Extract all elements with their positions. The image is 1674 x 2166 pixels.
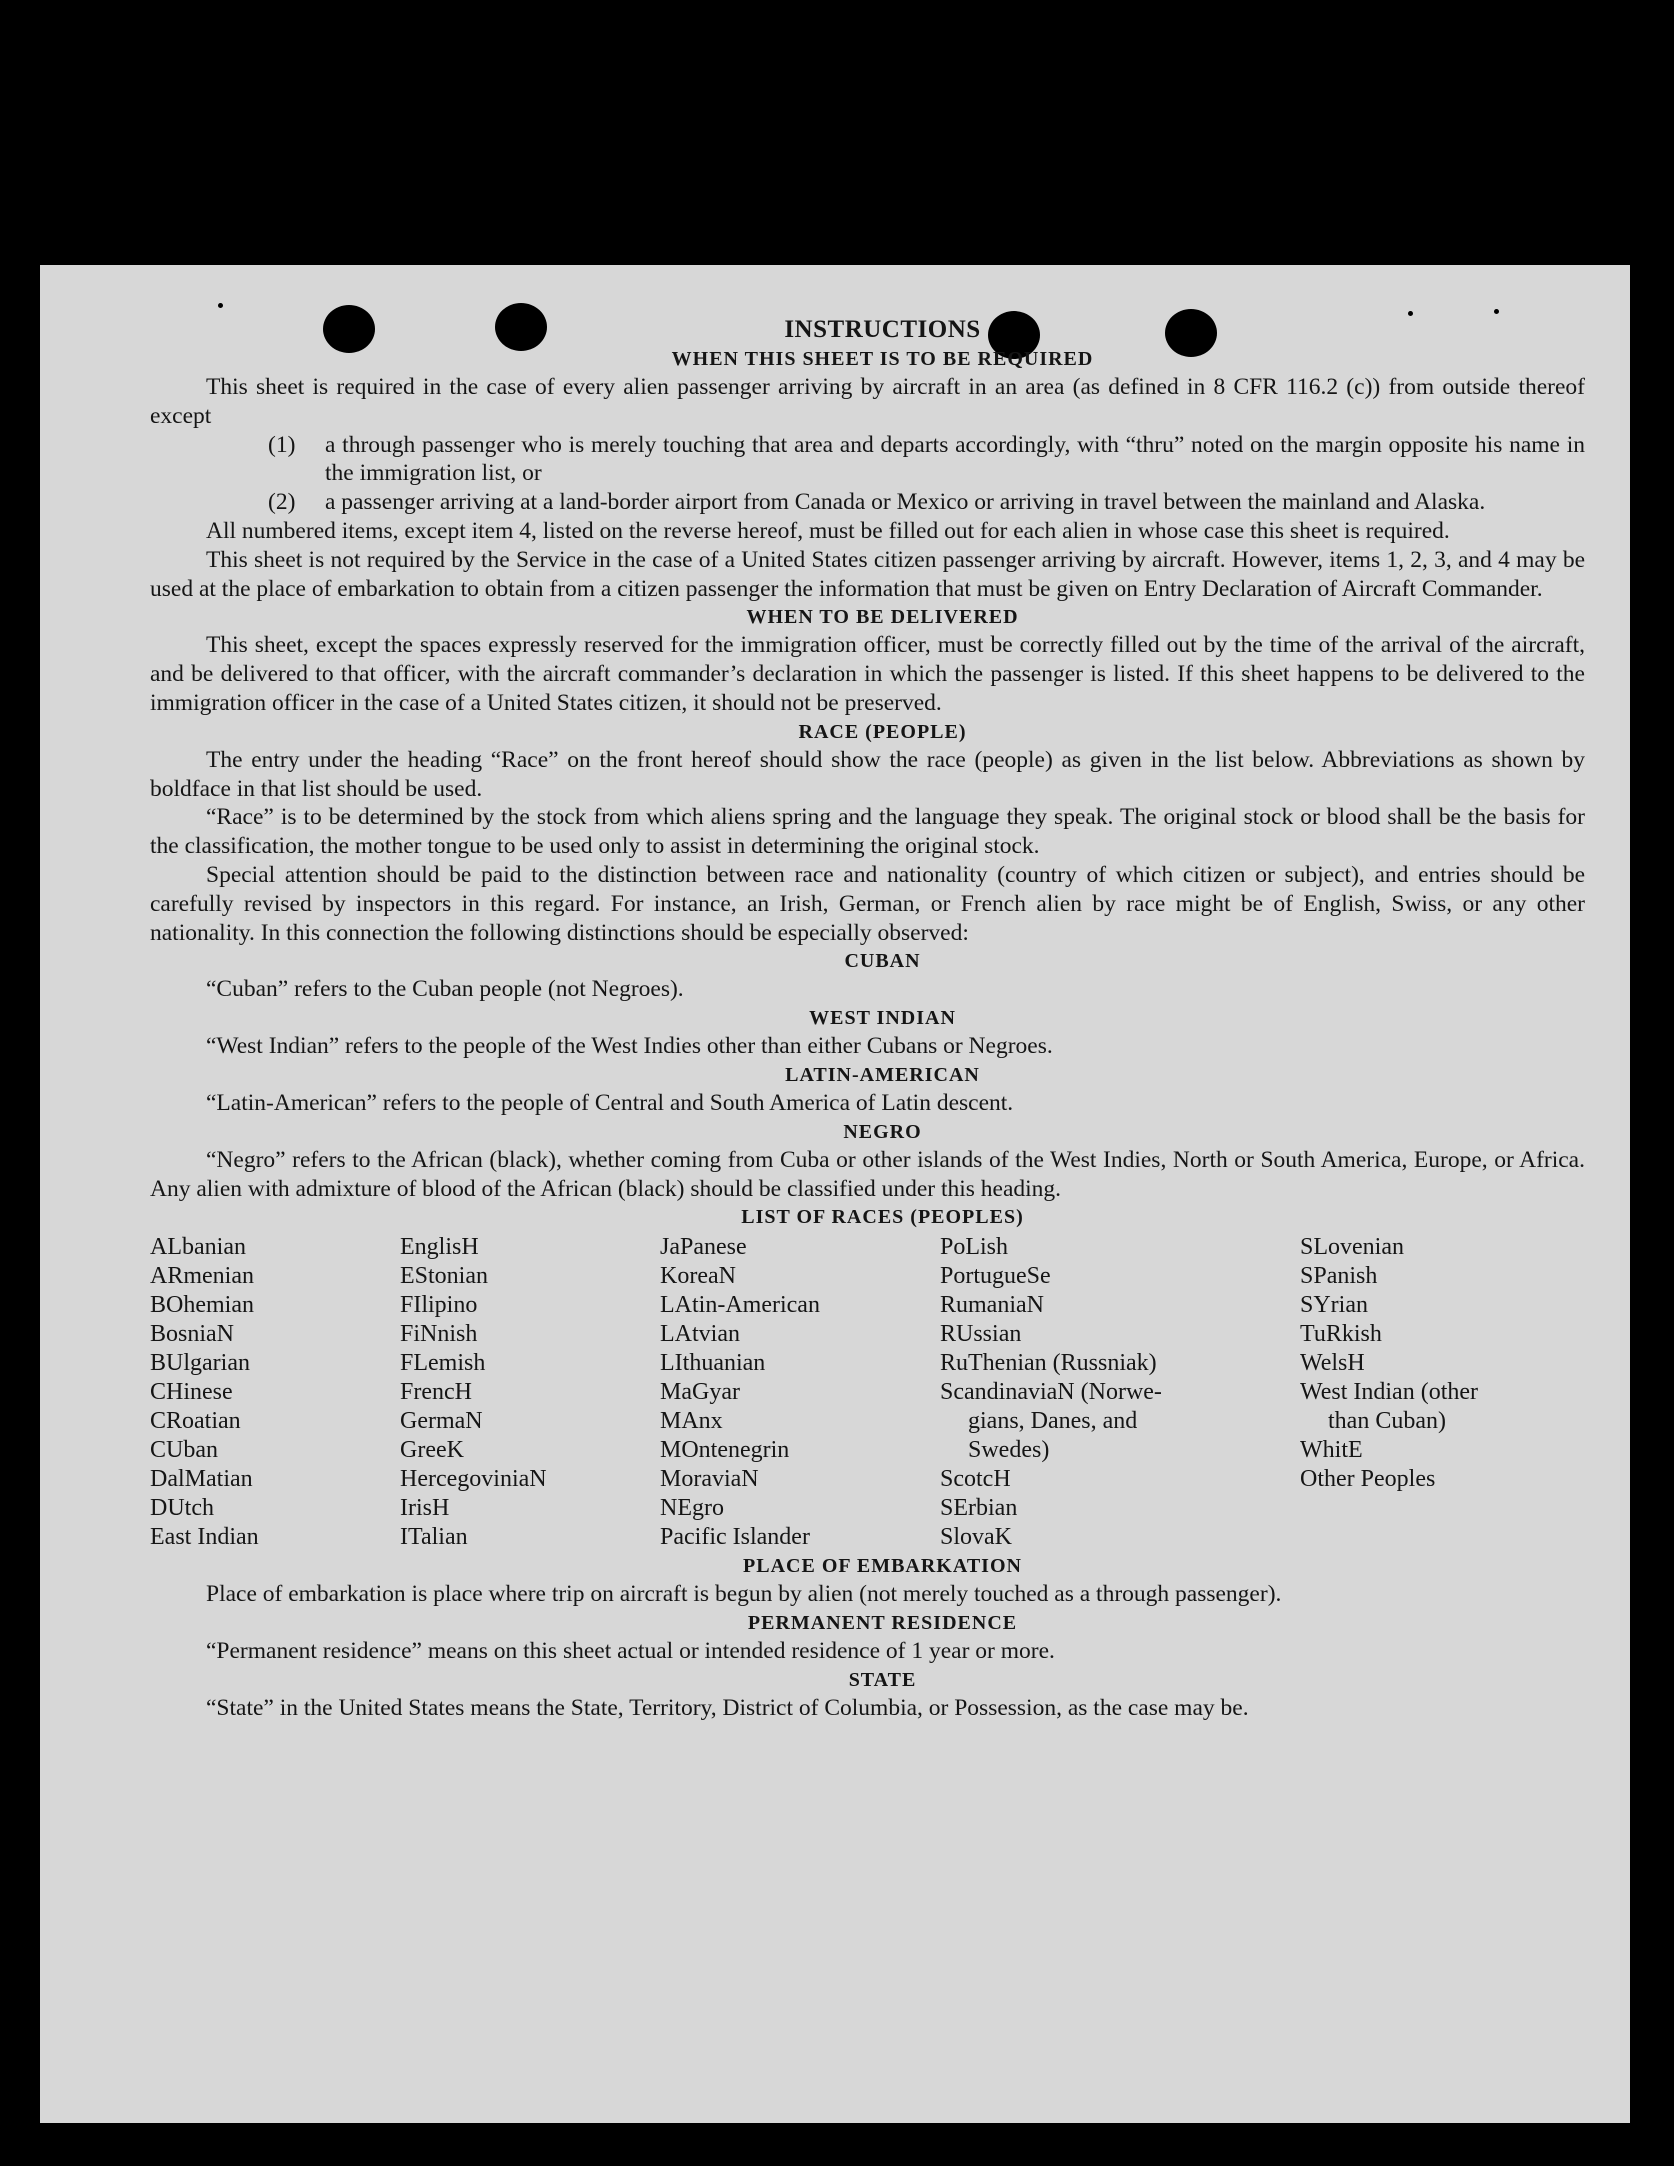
race-heading: RACE (PEOPLE) — [798, 720, 967, 743]
race-entry: IrisH — [400, 1495, 450, 1522]
race-list-heading: LIST OF RACES (PEOPLES) — [741, 1206, 1024, 1229]
race-entry: LAtin-American — [660, 1292, 820, 1319]
race-entry: Other Peoples — [1300, 1466, 1436, 1493]
race-entry: Pacific Islander — [660, 1524, 810, 1551]
latin-american-heading: LATIN-AMERICAN — [785, 1063, 980, 1086]
race-entry: CHinese — [150, 1379, 233, 1406]
race-entry: KoreaN — [660, 1263, 736, 1290]
state-heading: STATE — [848, 1668, 917, 1691]
race-entry-continued: gians, Danes, and — [968, 1408, 1138, 1435]
race-entry: RumaniaN — [940, 1292, 1044, 1319]
race-entry: ALbanian — [150, 1234, 246, 1261]
race-entry: SlovaK — [940, 1524, 1012, 1551]
race-column — [400, 1233, 660, 1552]
race-entry: BosniaN — [150, 1321, 234, 1348]
race-entry: JaPanese — [660, 1234, 747, 1261]
race-column — [660, 1233, 940, 1552]
speck — [218, 303, 223, 308]
race-entry: WhitE — [1300, 1437, 1363, 1464]
race-entry: PortugueSe — [940, 1263, 1051, 1290]
race-entry: DalMatian — [150, 1466, 253, 1493]
negro-heading: NEGRO — [843, 1120, 922, 1143]
race-list — [150, 1233, 1585, 1552]
residence-paragraph: “Permanent residence” means on this sheet actual or intended residence of 1 year or more. — [206, 1638, 1055, 1665]
race-entry: PoLish — [940, 1234, 1009, 1261]
race-entry: RuThenian (Russniak) — [940, 1350, 1157, 1377]
race-entry: ScandinaviaN (Norwe- — [940, 1379, 1162, 1406]
race-entry: ARmenian — [150, 1263, 254, 1290]
race-entry: ITalian — [400, 1524, 468, 1551]
race-entry: SLovenian — [1300, 1234, 1404, 1261]
embarkation-paragraph: Place of embarkation is place where trip on aircraft is begun by alien (not merely touched as a through passenger). — [206, 1581, 1282, 1608]
race-entry: East Indian — [150, 1524, 259, 1551]
instructions-content — [150, 315, 1585, 1723]
race-entry-continued: Swedes) — [968, 1437, 1050, 1464]
race-entry: MoraviaN — [660, 1466, 759, 1493]
race-entry: GermaN — [400, 1408, 483, 1435]
west-indian-definition: “West Indian” refers to the people of the West Indies other than either Cubans or Negroes. — [206, 1033, 1053, 1060]
when-required-heading: WHEN THIS SHEET IS TO BE REQUIRED — [671, 348, 1094, 370]
race-entry: SYrian — [1300, 1292, 1368, 1319]
document-sheet — [40, 265, 1630, 2123]
negro-definition: “Negro” refers to the African (black), whether coming from Cuba or other islands of the West Indies, North or South America, Europe, or Africa. Any alien with admixture of blood of the African (black) should be classified under this heading. — [150, 1146, 1585, 1202]
cuban-heading: CUBAN — [844, 950, 921, 973]
race-entry-continued: than Cuban) — [1328, 1408, 1446, 1435]
race-entry: MOntenegrin — [660, 1437, 790, 1464]
exception-number: (2) — [268, 489, 296, 516]
race-entry: GreeK — [400, 1437, 464, 1464]
cuban-definition: “Cuban” refers to the Cuban people (not Negroes). — [206, 976, 684, 1003]
west-indian-heading: WEST INDIAN — [809, 1007, 956, 1030]
race-entry: LAtvian — [660, 1321, 740, 1348]
race-paragraph-2: “Race” is to be determined by the stock from which aliens spring and the language they speak. The original stock or blood shall be the basis for the classification, the mother tongue to be used only to assist in determining the original stock. — [150, 804, 1585, 860]
race-entry: SPanish — [1300, 1263, 1378, 1290]
numbered-items-paragraph: All numbered items, except item 4, listed on the reverse hereof, must be filled out for each alien in whose case this sheet is required. — [206, 517, 1450, 544]
race-entry: BOhemian — [150, 1292, 254, 1319]
page-title: INSTRUCTIONS — [784, 316, 981, 343]
race-entry: FiNnish — [400, 1321, 478, 1348]
race-column — [150, 1233, 400, 1552]
race-column — [940, 1233, 1300, 1552]
exception-text: a through passenger who is merely touching that area and departs accordingly, with “thru” noted on the margin opposite his name in the immigration list, or — [325, 431, 1585, 487]
race-entry: FIlipino — [400, 1292, 478, 1319]
embarkation-heading: PLACE OF EMBARKATION — [743, 1555, 1022, 1578]
race-entry: BUlgarian — [150, 1350, 250, 1377]
exception-item — [150, 488, 1585, 517]
latin-american-definition: “Latin-American” refers to the people of Central and South America of Latin descent. — [206, 1089, 1014, 1116]
race-entry: LIthuanian — [660, 1350, 766, 1377]
when-delivered-heading: WHEN TO BE DELIVERED — [746, 606, 1019, 629]
race-entry: TuRkish — [1300, 1321, 1382, 1348]
exception-number: (1) — [268, 431, 296, 458]
race-entry: NEgro — [660, 1495, 724, 1522]
exception-text: a passenger arriving at a land-border airport from Canada or Mexico or arriving in travel between the mainland and Alaska. — [325, 489, 1486, 516]
race-entry: FrencH — [400, 1379, 472, 1406]
race-paragraph-1: The entry under the heading “Race” on the front hereof should show the race (people) as given in the list below. Abbreviations as shown by boldface in that list should be used. — [150, 746, 1585, 802]
race-entry: FLemish — [400, 1350, 486, 1377]
race-entry: MaGyar — [660, 1379, 740, 1406]
race-entry: RUssian — [940, 1321, 1022, 1348]
race-column — [1300, 1233, 1580, 1552]
speck — [1494, 309, 1499, 314]
race-entry: EStonian — [400, 1263, 488, 1290]
exception-item — [150, 431, 1585, 489]
state-paragraph: “State” in the United States means the State, Territory, District of Columbia, or Possession, as the case may be. — [206, 1694, 1249, 1721]
race-entry: EnglisH — [400, 1234, 479, 1261]
when-delivered-paragraph: This sheet, except the spaces expressly reserved for the immigration officer, must be correctly filled out by the time of the arrival of the aircraft, and be delivered to that officer, with the aircraft commander’s declaration in which the passenger is listed. If this sheet happens to be delivered to the immigration officer in the case of a United States citizen, it should not be preserved. — [150, 632, 1585, 716]
race-paragraph-3: Special attention should be paid to the distinction between race and nationality (country of which citizen or subject), and entries should be carefully revised by inspectors in this regard. For instance, an Irish, German, or French alien by race might be of English, Swiss, or any other nationality. In this connection the following distinctions should be especially observed: — [150, 861, 1585, 946]
race-entry: DUtch — [150, 1495, 214, 1522]
race-entry: West Indian (other — [1300, 1379, 1479, 1406]
race-entry: WelsH — [1300, 1350, 1365, 1377]
race-entry: MAnx — [660, 1408, 723, 1435]
citizen-paragraph: This sheet is not required by the Service in the case of a United States citizen passenger arriving by aircraft. However, items 1, 2, 3, and 4 may be used at the place of embarkation to obtain from a citizen passenger the information that must be given on Entry Declaration of Aircraft Commander. — [150, 546, 1585, 602]
race-entry: HercegoviniaN — [400, 1466, 547, 1493]
race-entry: ScotcH — [940, 1466, 1011, 1493]
race-entry: CUban — [150, 1437, 218, 1464]
when-required-intro: This sheet is required in the case of every alien passenger arriving by aircraft in an area (as defined in 8 CFR 116.2 (c)) from outside thereof except — [150, 374, 1585, 429]
residence-heading: PERMANENT RESIDENCE — [747, 1612, 1018, 1635]
race-entry: CRoatian — [150, 1408, 241, 1435]
race-entry: SErbian — [940, 1495, 1018, 1522]
